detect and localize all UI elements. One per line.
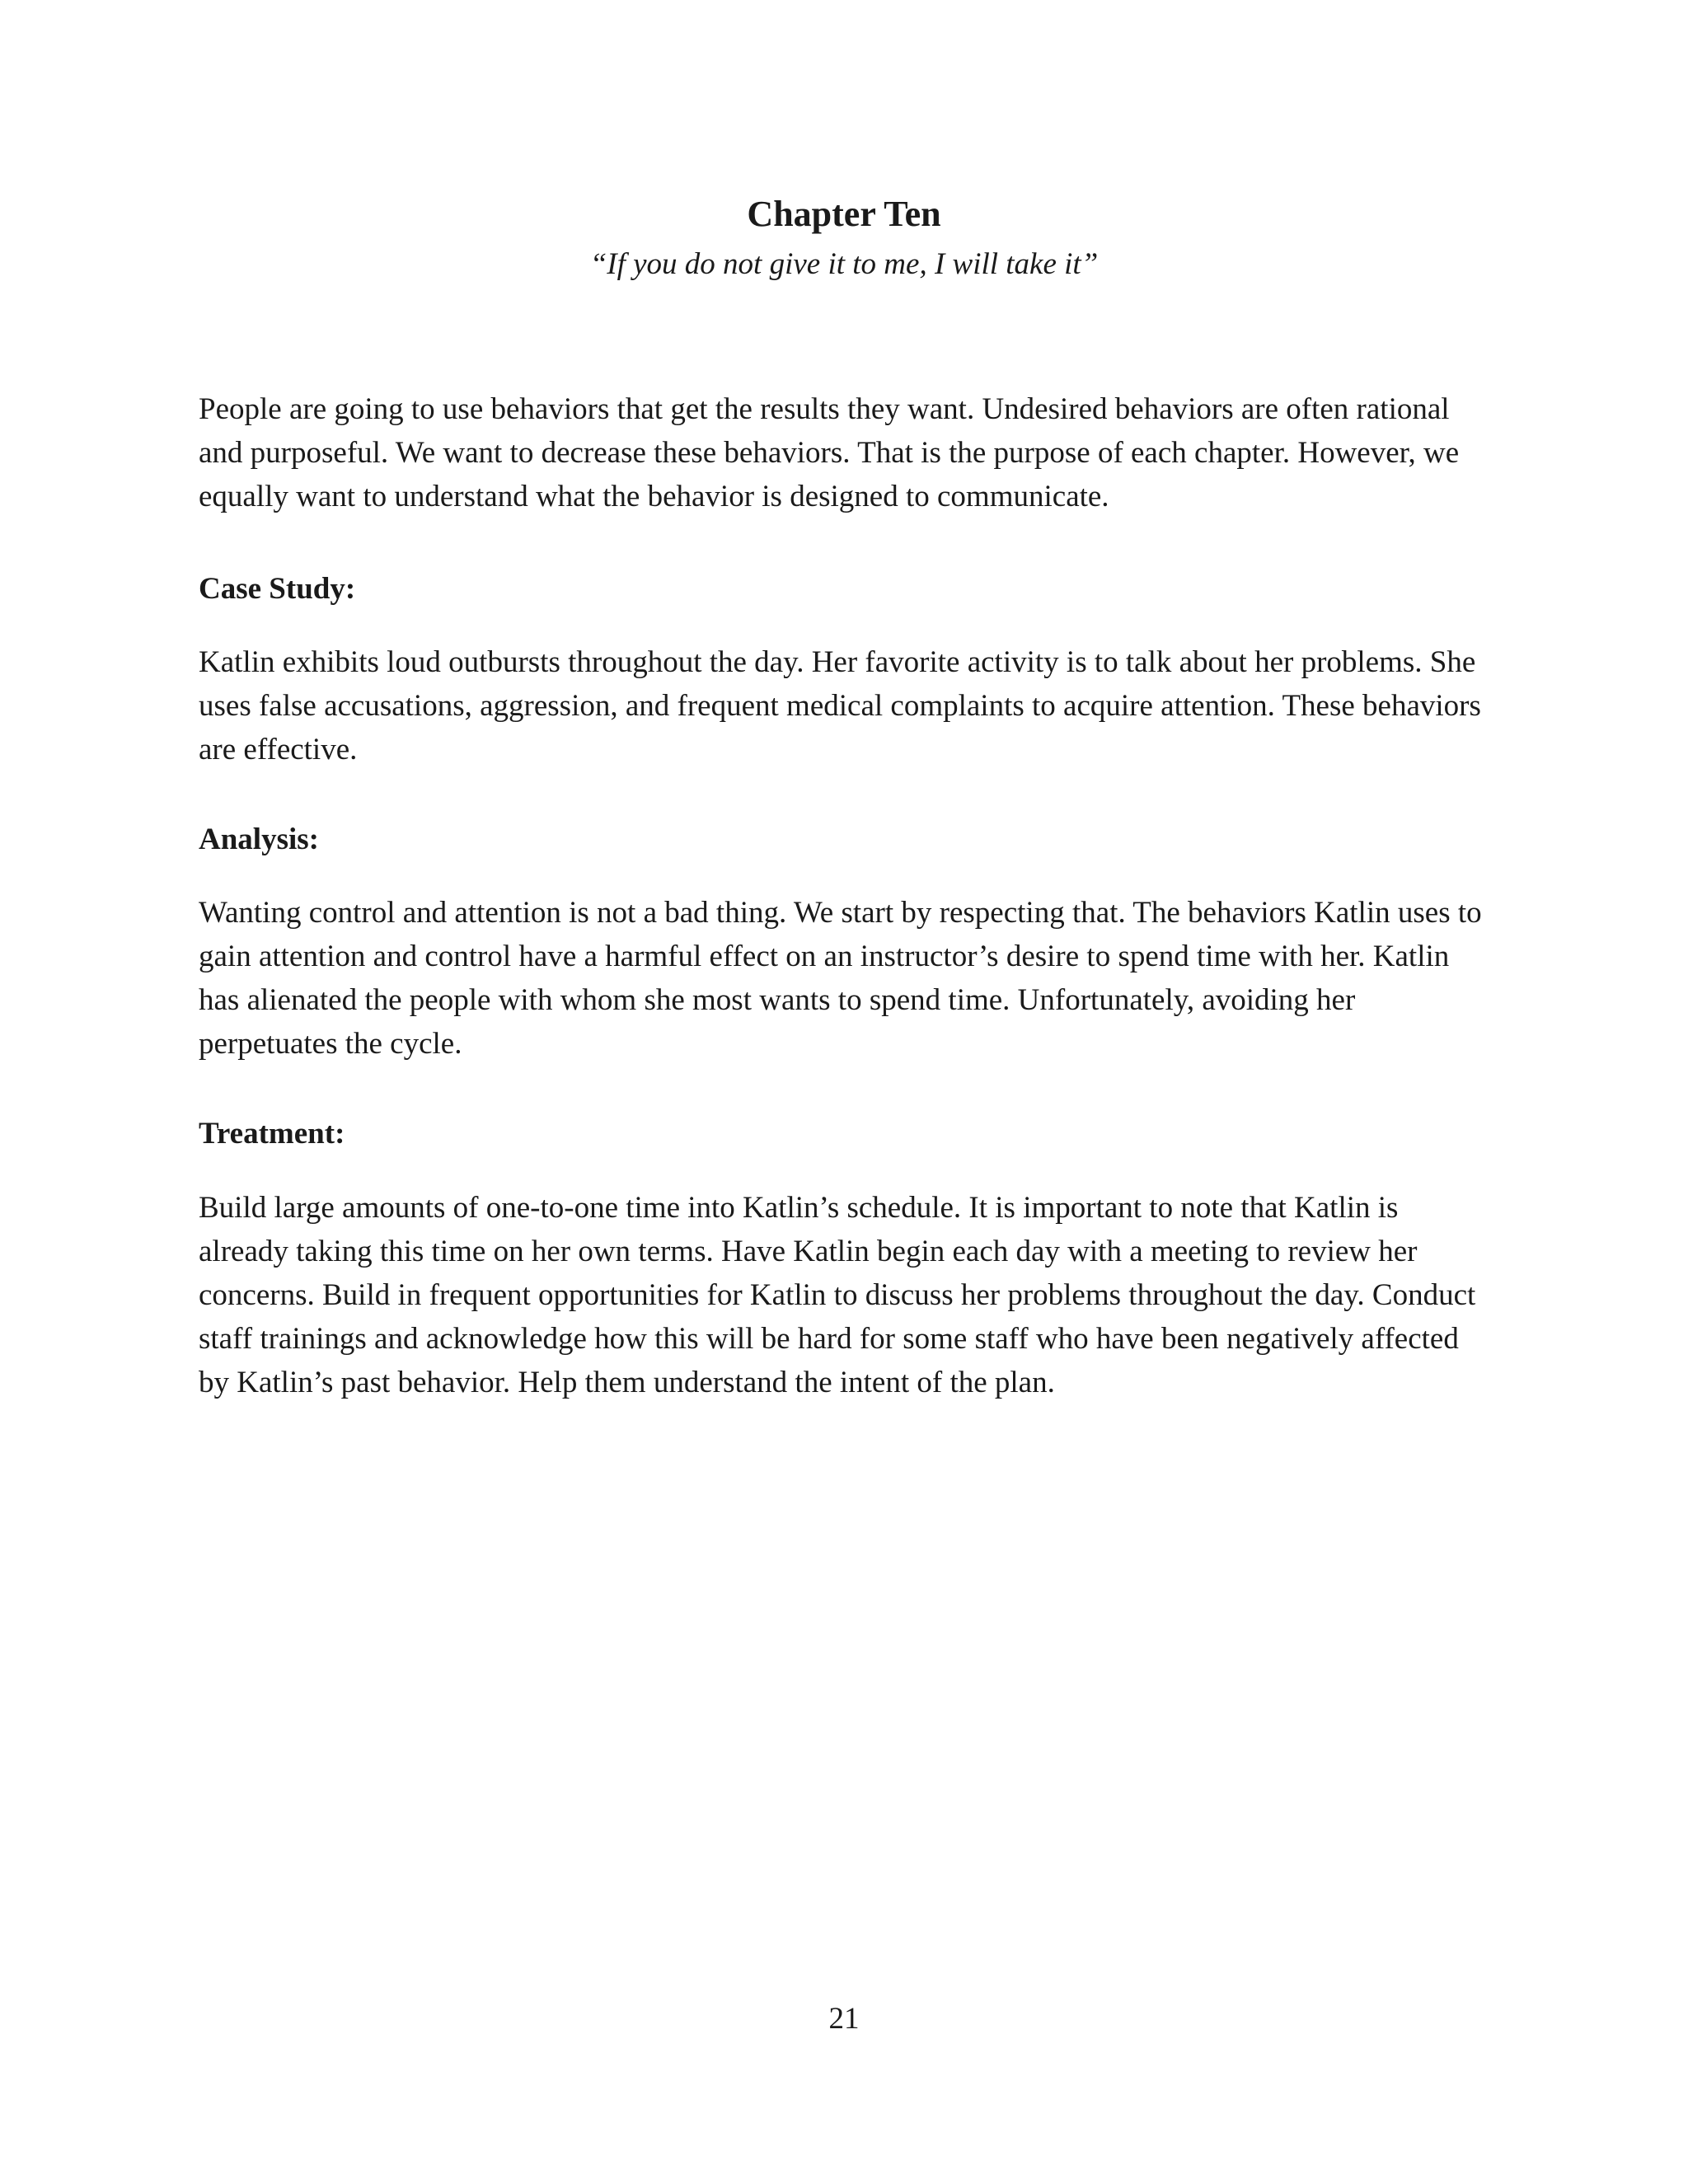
analysis-paragraph: Wanting control and attention is not a bad thing. We start by respecting that. The behaviors Katlin uses to gain attention and control have a harmful effect on an instructor’s desire to spend time with her. Katlin has alienated the people with whom she most wants to spend time. Unfortunately, avoiding her perpetuates the cycle. (199, 896, 1482, 1061)
intro-paragraph: People are going to use behaviors that get the results they want. Undesired behaviors are often rational and purposeful. We want to decrease these behaviors. That is the purpose of each chapter. However, we equally want to understand what the behavior is designed to communicate. (199, 392, 1460, 513)
analysis-heading: Analysis: (199, 823, 319, 856)
treatment-heading: Treatment: (199, 1117, 345, 1151)
chapter-title: Chapter Ten (747, 194, 941, 234)
case-study-paragraph: Katlin exhibits loud outbursts throughout the day. Her favorite activity is to talk about her problems. She uses false accusations, aggression, and frequent medical complaints to acquire attention. These behaviors are effective. (199, 645, 1481, 766)
case-study-heading: Case Study: (199, 572, 356, 606)
treatment-paragraph: Build large amounts of one-to-one time into Katlin’s schedule. It is important to note that Katlin is already taking this time on her own terms. Have Katlin begin each day with a meeting to review her concerns. Build in frequent opportunities for Katlin to discuss her problems throughout the day. Conduct staff trainings and acknowledge how this will be hard for some staff who have been negatively affected by Katlin’s past behavior. Help them understand the intent of the plan. (199, 1191, 1476, 1399)
chapter-epigraph: “If you do not give it to me, I will take it” (589, 247, 1099, 281)
page-number: 21 (828, 2002, 860, 2036)
